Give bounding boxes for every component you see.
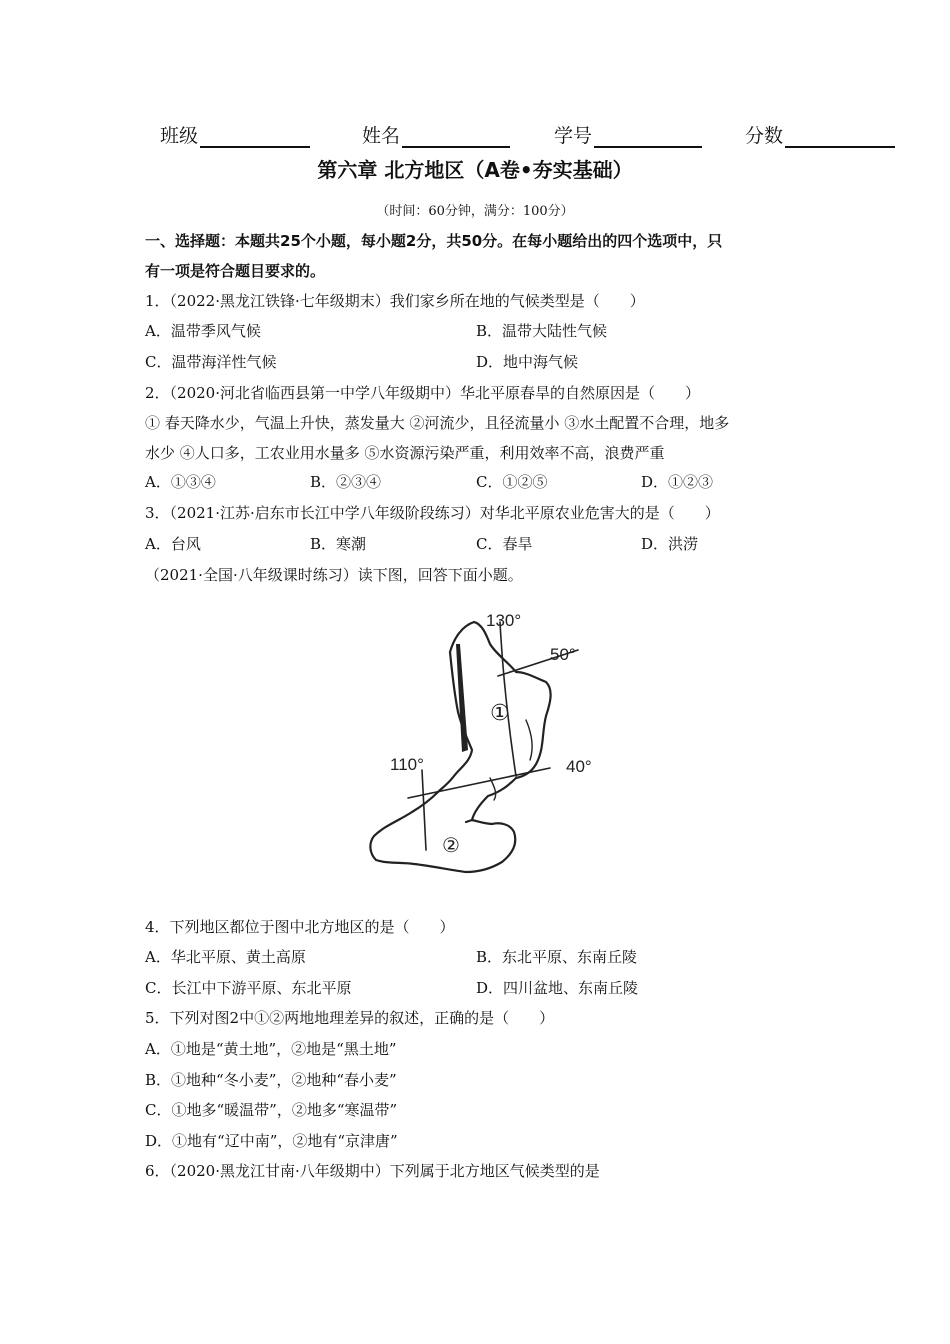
name-blank-line[interactable] (402, 124, 510, 148)
q3-stem: 3．（2021·江苏·启东市长江中学八年级阶段练习）对华北平原农业危害大的是（ ） (145, 504, 720, 522)
score-label: 分数 (745, 125, 784, 147)
q5-option-b[interactable]: B．①地种“冬小麦”，②地种“春小麦” (145, 1071, 397, 1089)
region-2-label: ② (442, 833, 460, 857)
bohai-detail (490, 778, 496, 800)
q2-option-c[interactable]: C．①②⑤ (476, 473, 548, 491)
q4-option-b[interactable]: B．东北平原、东南丘陵 (476, 948, 638, 966)
q3-option-d[interactable]: D．洪涝 (641, 535, 699, 553)
mountain-range-mark (456, 644, 468, 752)
north-region-map (350, 600, 620, 900)
q4-stem: 4．下列地区都位于图中北方地区的是（ ） (145, 918, 455, 936)
q6-stem: 6．（2020·黑龙江甘南·八年级期中）下列属于北方地区气候类型的是 (145, 1162, 600, 1180)
name-label: 姓名 (362, 125, 401, 147)
lat-50-label: 50° (550, 645, 576, 664)
section-intro-line2: 有一项是符合题目要求的。 (145, 262, 326, 280)
q5-option-d[interactable]: D．①地有“辽中南”，②地有“京津唐” (145, 1132, 398, 1150)
q1-option-b[interactable]: B．温带大陆性气候 (476, 322, 608, 340)
student-info-fields (160, 114, 920, 148)
student-id-label: 学号 (554, 125, 593, 147)
q1-stem: 1．（2022·黑龙江铁锋·七年级期末）我们家乡所在地的气候类型是（ ） (145, 292, 645, 310)
class-field[interactable] (160, 121, 310, 148)
q5-option-c[interactable]: C．①地多“暖温带”，②地多“寒温带” (145, 1101, 398, 1119)
q3-option-b[interactable]: B．寒潮 (310, 535, 367, 553)
q4-option-d[interactable]: D．四川盆地、东南丘陵 (476, 979, 639, 997)
lat-40-line (408, 768, 550, 798)
question-group-intro: （2021·全国·八年级课时练习）读下图，回答下面小题。 (145, 566, 523, 584)
q2-option-b[interactable]: B．②③④ (310, 473, 382, 491)
class-blank-line[interactable] (200, 124, 310, 148)
student-id-blank-line[interactable] (594, 124, 702, 148)
q1-option-d[interactable]: D．地中海气候 (476, 353, 579, 371)
greater-khingan-edge (438, 652, 472, 792)
q2-statement-line1: ① 春天降水少，气温上升快，蒸发量大 ②河流少，且径流量小 ③水土配置不合理，地多 (145, 414, 730, 432)
lon-110-label: 110° (390, 755, 424, 774)
student-id-field[interactable] (554, 121, 702, 148)
q1-option-c[interactable]: C．温带海洋性气候 (145, 353, 277, 371)
q3-option-c[interactable]: C．春旱 (476, 535, 533, 553)
q2-statement-line2: 水少 ④人口多，工农业用水量多 ⑤水资源污染严重，利用效率不高，浪费严重 (145, 444, 665, 462)
page-title: 第六章 北方地区（A卷•夯实基础） (317, 158, 633, 182)
lon-130-label: 130° (486, 611, 522, 630)
north-china-outline (370, 792, 515, 872)
name-field[interactable] (362, 121, 510, 148)
q2-option-d[interactable]: D．①②③ (641, 473, 714, 491)
coast-detail (526, 720, 532, 760)
section-intro-line1: 一、选择题：本题共25个小题，每小题2分，共50分。在每小题给出的四个选项中，只 (145, 232, 723, 250)
q2-option-a[interactable]: A．①③④ (145, 473, 216, 491)
region-1-label: ① (490, 701, 510, 726)
score-field[interactable] (745, 121, 895, 148)
q4-option-a[interactable]: A．华北平原、黄土高原 (145, 948, 306, 966)
q4-option-c[interactable]: C．长江中下游平原、东北平原 (145, 979, 352, 997)
lat-40-label: 40° (566, 757, 592, 776)
q5-option-a[interactable]: A．①地是“黄土地”，②地是“黑土地” (145, 1040, 397, 1058)
lon-130-line (500, 622, 516, 776)
map-figure (350, 600, 620, 900)
q1-option-a[interactable]: A．温带季风气候 (145, 322, 261, 340)
score-blank-line[interactable] (785, 124, 895, 148)
class-label: 班级 (160, 125, 199, 147)
q3-option-a[interactable]: A．台风 (145, 535, 201, 553)
q5-stem: 5．下列对图2中①②两地地理差异的叙述，正确的是（ ） (145, 1009, 555, 1027)
exam-time-note: （时间：60分钟，满分：100分） (376, 204, 574, 219)
q2-stem: 2．（2020·河北省临西县第一中学八年级期中）华北平原春旱的自然原因是（ ） (145, 384, 700, 402)
lon-110-line (422, 770, 426, 850)
